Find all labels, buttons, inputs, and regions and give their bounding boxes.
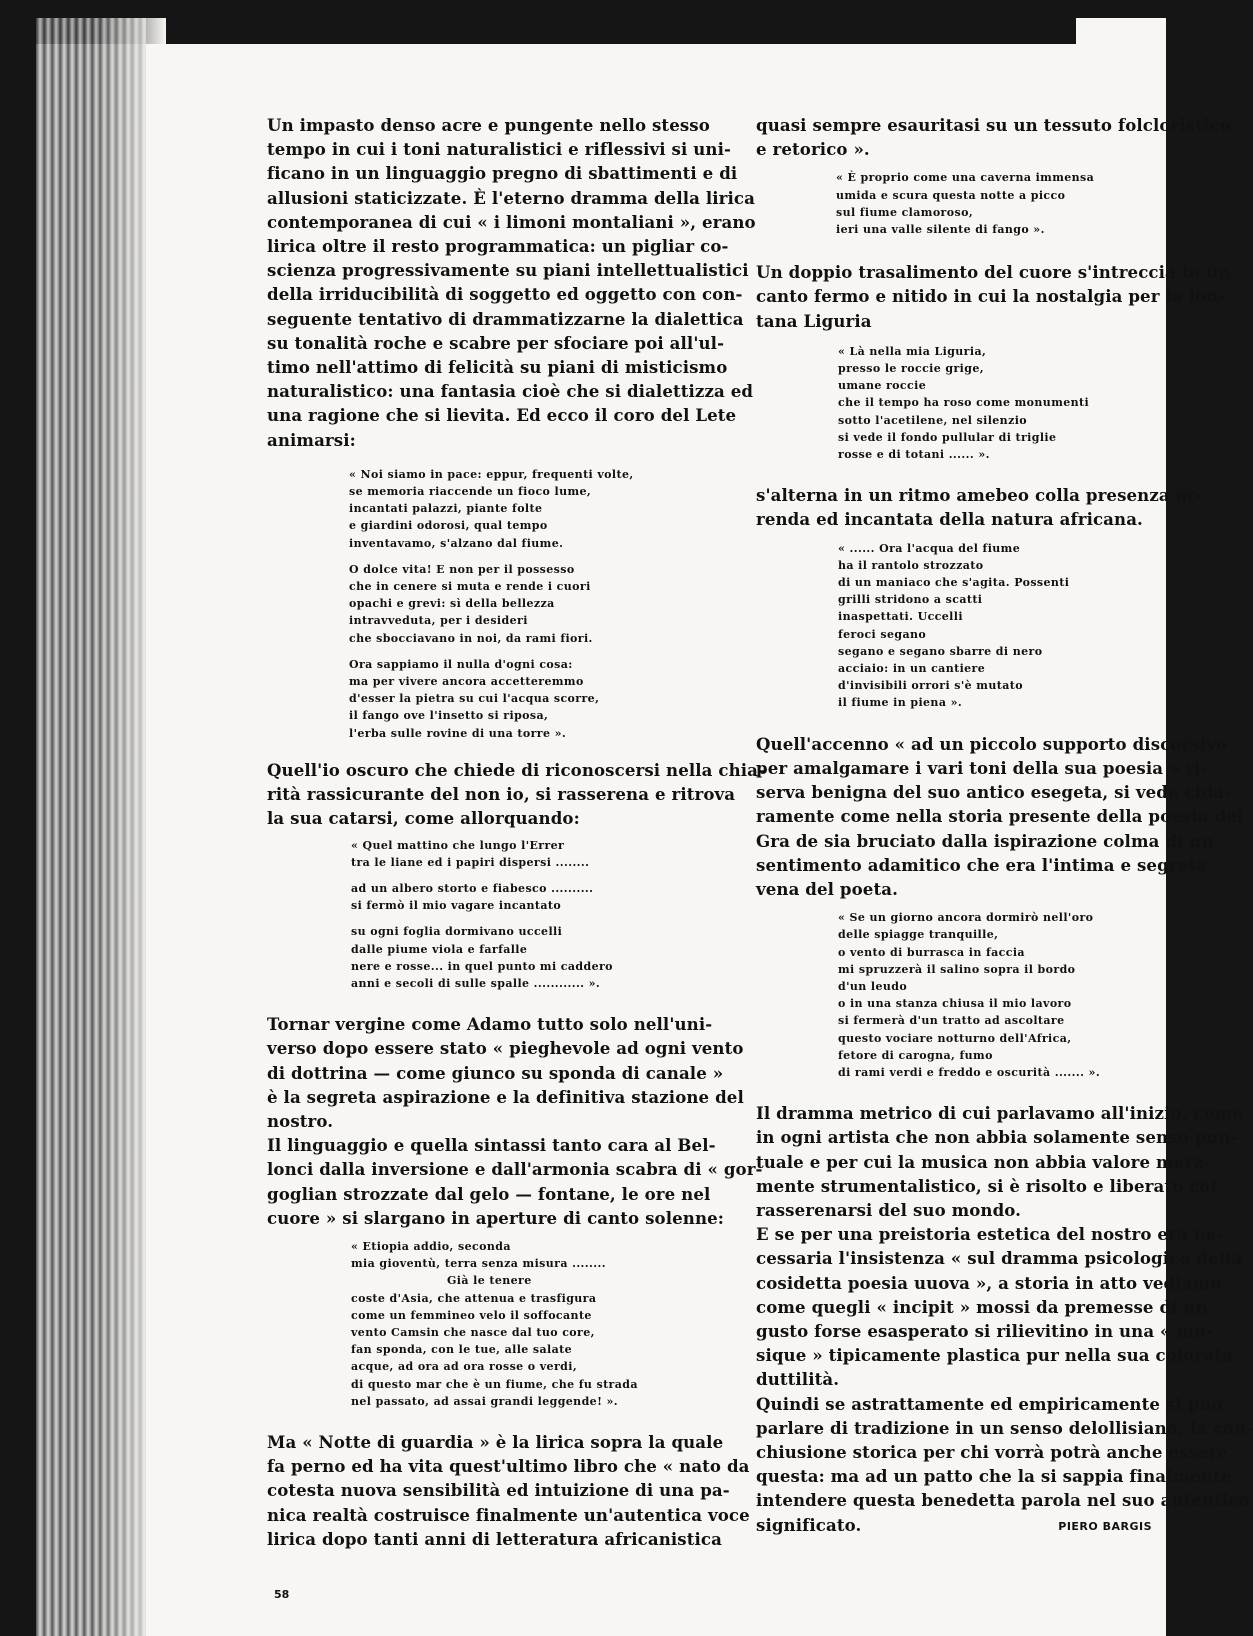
verse-line: acciaio: in un cantiere [838, 662, 986, 676]
text-line: gusto forse esasperato si rilievitino in una « mu- [756, 1320, 1214, 1341]
verse-line: si fermerà d'un tratto ad ascoltare [838, 1014, 1065, 1028]
verse-line: d'esser la pietra su cui l'acqua scorre, [349, 692, 600, 706]
text-line: renda ed incantata della natura africana. [756, 509, 1143, 530]
text-line: parlare di tradizione in un senso delollisiano, la con- [756, 1417, 1253, 1438]
text-line: Quell'io oscuro che chiede di riconoscersi nella chia- [267, 759, 766, 780]
text-line: rasserenarsi del suo mondo. [756, 1199, 1022, 1220]
verse-line: mi spruzzerà il salino sopra il bordo [838, 962, 1076, 976]
text-line: serva benigna del suo antico esegeta, si vede chia- [756, 782, 1232, 803]
verse-line: inventavamo, s'alzano dal fiume. [349, 536, 564, 550]
text-line: animarsi: [267, 429, 356, 450]
page-number: 58 [274, 1588, 290, 1601]
verse-line: che il tempo ha roso come monumenti [838, 396, 1090, 410]
verse-line: acque, ad ora ad ora rosse o verdi, [351, 1360, 578, 1374]
verse-line: fetore di carogna, fumo [838, 1048, 993, 1062]
text-line: Ma « Notte di guardia » è la lirica sopra la quale [267, 1431, 724, 1452]
verse-line: di rami verdi e freddo e oscurità ....... ». [838, 1065, 1101, 1079]
verse-line: coste d'Asia, che attenua e trasfigura [351, 1291, 597, 1305]
text-line: tuale e per cui la musica non abbia valore mera- [756, 1151, 1212, 1172]
stanza-gap [351, 914, 707, 923]
paragraph [756, 113, 1231, 161]
verse-line: o vento di burrasca in faccia [838, 945, 1025, 959]
verse-line: di questo mar che è un fiume, che fu strada [351, 1377, 638, 1391]
verse-line: rosse e di totani ...... ». [838, 448, 990, 462]
verse-line: come un femmineo velo il soffocante [351, 1308, 592, 1322]
verse-line: incantati palazzi, piante folte [349, 502, 543, 516]
poem-quote [756, 540, 1191, 712]
text-line: cotesta nuova sensibilità ed intuizione di una pa- [267, 1480, 730, 1501]
text-line: nostro. [267, 1110, 334, 1131]
verse-line: « Etiopia addio, seconda [351, 1239, 511, 1253]
verse-line: sotto l'acetilene, nel silenzio [838, 413, 1028, 427]
verse-line: ma per vivere ancora accetteremmo [349, 675, 584, 689]
text-line: ficano in un linguaggio pregno di sbattimenti e di [267, 163, 738, 184]
text-line: quasi sempre esauritasi su un tessuto folcloristico [756, 115, 1231, 135]
verse-line: su ogni foglia dormivano uccelli [351, 925, 563, 939]
verse-line: questo vociare notturno dell'Africa, [838, 1031, 1072, 1045]
text-line: goglian strozzate dal gelo — fontane, le ore nel [267, 1183, 711, 1204]
verse-line: d'invisibili orrori s'è mutato [838, 679, 1023, 693]
text-line: significato. [756, 1514, 862, 1535]
verse-line: Già le tenere [447, 1274, 532, 1288]
text-line: per amalgamare i vari toni della sua poesia » ri- [756, 757, 1208, 778]
verse-line: mia gioventù, terra senza misura ........ [351, 1257, 606, 1271]
stanza-gap [351, 871, 707, 880]
text-line: s'alterna in un ritmo amebeo colla presenza or- [756, 485, 1203, 506]
text-line: allusioni staticizzate. È l'eterno dramma della lirica [267, 187, 755, 208]
verse-line: delle spiagge tranquille, [838, 928, 999, 942]
verse-line: grilli stridono a scatti [838, 593, 983, 607]
text-line: e retorico ». [756, 139, 870, 160]
paragraph [267, 758, 766, 831]
right-column [756, 113, 1253, 1537]
text-line: Gra de sia bruciato dalla ispirazione colma di un [756, 830, 1214, 851]
text-line: sique » tipicamente plastica pur nella sua colorata [756, 1345, 1233, 1366]
text-line: di dottrina — come giunco su sponda di canale » [267, 1062, 724, 1083]
verse-line: tra le liane ed i papiri dispersi ........ [351, 855, 590, 869]
text-line: rità rassicurante del non io, si rasserena e ritrova [267, 784, 736, 805]
verse-line: « ...... Ora l'acqua del fiume [838, 541, 1021, 555]
paragraph [267, 1430, 750, 1551]
text-line: nica realtà costruisce finalmente un'autentica voce [267, 1504, 750, 1525]
verse-line: ad un albero storto e fiabesco .......... [351, 881, 594, 895]
poem-quote [756, 169, 1191, 238]
text-line: E se per una preistoria estetica del nostro era ne- [756, 1224, 1224, 1245]
verse-line: umane roccie [838, 379, 927, 393]
verse-line: Ora sappiamo il nulla d'ogni cosa: [349, 657, 573, 671]
verse-line: O dolce vita! E non per il possesso [349, 562, 575, 576]
text-line: tempo in cui i toni naturalistici e riflessivi si uni- [267, 139, 731, 160]
verse-line: se memoria riaccende un fioco lume, [349, 485, 592, 499]
verse-line: « Se un giorno ancora dormirò nell'oro [838, 911, 1094, 925]
verse-line: o in una stanza chiusa il mio lavoro [838, 997, 1072, 1011]
text-line: lonci dalla inversione e dall'armonia scabra di « gor- [267, 1159, 763, 1180]
paragraph [756, 483, 1203, 531]
verse-line: presso le roccie grige, [838, 362, 984, 376]
verse-line: « Là nella mia Liguria, [838, 344, 987, 358]
text-line: mente strumentalistico, si è risolto e liberato col [756, 1175, 1217, 1196]
scan-top-border [36, 18, 1076, 44]
text-line: canto fermo e nitido in cui la nostalgia per la lon- [756, 286, 1226, 307]
text-line: Quindi se astrattamente ed empiricamente si può [756, 1393, 1223, 1414]
verse-line: nere e rosse... in quel punto mi caddero [351, 959, 613, 973]
paragraph [267, 113, 756, 452]
verse-line: inaspettati. Uccelli [838, 610, 963, 624]
paragraph [756, 260, 1231, 333]
text-line: naturalistico: una fantasia cioè che si dialettizza ed [267, 381, 754, 402]
verse-line: il fango ove l'insetto si riposa, [349, 709, 549, 723]
text-line: vena del poeta. [756, 878, 898, 899]
poem-quote [267, 466, 707, 742]
verse-line: e giardini odorosi, qual tempo [349, 519, 548, 533]
text-line: tana Liguria [756, 310, 872, 331]
text-line: chiusione storica per chi vorrà potrà anche essere [756, 1441, 1229, 1462]
text-line: intendere questa benedetta parola nel suo autentico [756, 1490, 1250, 1511]
spine-shadow [96, 18, 166, 1636]
text-line: scienza progressivamente su piani intellettualistici [267, 260, 749, 281]
verse-line: ha il rantolo strozzato [838, 558, 984, 572]
text-line: seguente tentativo di drammatizzarne la dialettica [267, 308, 744, 329]
verse-line: fan sponda, con le tue, alle salate [351, 1343, 573, 1357]
text-line: verso dopo essere stato « pieghevole ad ogni vento [267, 1038, 744, 1059]
poem-quote [756, 343, 1191, 463]
verse-line: sul fiume clamoroso, [836, 205, 974, 219]
text-line: cosidetta poesia uuova », a storia in atto vediamo [756, 1272, 1222, 1293]
text-line: Un impasto denso acre e pungente nello stesso [267, 115, 710, 135]
text-line: fa perno ed ha vita quest'ultimo libro che « nato da [267, 1456, 750, 1477]
text-line: in ogni artista che non abbia solamente senso pun- [756, 1127, 1238, 1148]
text-line: lirica oltre il resto programmatica: un pigliar co- [267, 236, 729, 257]
text-line: Tornar vergine come Adamo tutto solo nell'uni- [267, 1014, 713, 1035]
verse-line: che in cenere si muta e rende i cuori [349, 580, 591, 594]
text-line: Il dramma metrico di cui parlavamo all'inizio, come [756, 1103, 1244, 1124]
verse-line: anni e secoli di sulle spalle ............ ». [351, 976, 601, 990]
text-line: ramente come nella storia presente della poesia del [756, 806, 1244, 827]
text-line: cuore » si slargano in aperture di canto solenne: [267, 1207, 724, 1228]
verse-line: umida e scura questa notte a picco [836, 188, 1066, 202]
verse-line: l'erba sulle rovine di una torre ». [349, 726, 567, 740]
text-line: timo nell'attimo di felicità su piani di misticismo [267, 357, 728, 378]
text-line: sentimento adamitico che era l'intima e segreta [756, 854, 1207, 875]
verse-line: « Quel mattino che lungo l'Errer [351, 838, 565, 852]
poem-quote [267, 1238, 707, 1410]
verse-line: feroci segano [838, 627, 927, 641]
verse-line: opachi e grevi: sì della bellezza [349, 597, 555, 611]
verse-line: « Noi siamo in pace: eppur, frequenti volte, [349, 467, 634, 481]
magazine-page [36, 18, 1253, 1636]
paragraph [267, 1012, 763, 1230]
text-line: Il linguaggio e quella sintassi tanto cara al Bel- [267, 1135, 716, 1156]
verse-line: dalle piume viola e farfalle [351, 942, 528, 956]
stanza-gap [349, 552, 707, 561]
verse-line: segano e segano sbarre di nero [838, 644, 1043, 658]
text-line: contemporanea di cui « i limoni montaliani », erano [267, 211, 756, 232]
text-line: cessaria l'insistenza « sul dramma psicologico della [756, 1248, 1243, 1269]
text-line: la sua catarsi, come allorquando: [267, 808, 580, 829]
text-line: duttilità. [756, 1369, 840, 1390]
verse-line: di un maniaco che s'agita. Possenti [838, 576, 1070, 590]
verse-line: si vede il fondo pullular di triglie [838, 430, 1057, 444]
text-line: Quell'accenno « ad un piccolo supporto discorsivo [756, 733, 1228, 754]
verse-line: intravveduta, per i desideri [349, 614, 528, 628]
text-line: su tonalità roche e scabre per sfociare poi all'ul- [267, 332, 725, 353]
verse-line: il fiume in piena ». [838, 696, 963, 710]
text-line: della irriducibilità di soggetto ed oggetto con con- [267, 284, 743, 305]
poem-quote [756, 909, 1191, 1081]
verse-line: ieri una valle silente di fango ». [836, 223, 1045, 237]
verse-line: d'un leudo [838, 979, 908, 993]
paragraph [756, 1101, 1253, 1537]
verse-line: nel passato, ad assai grandi leggende! ». [351, 1394, 619, 1408]
verse-line: si fermò il mio vagare incantato [351, 899, 562, 913]
stanza-gap [349, 647, 707, 656]
text-line: una ragione che si lievita. Ed ecco il coro del Lete [267, 405, 737, 426]
verse-line: che sbocciavano in noi, da rami fiori. [349, 631, 593, 645]
verse-line: vento Camsin che nasce dal tuo core, [351, 1325, 595, 1339]
text-line: questa: ma ad un patto che la si sappia finalmente [756, 1466, 1232, 1487]
text-line: lirica dopo tanti anni di letteratura africanistica [267, 1528, 722, 1549]
text-line: Un doppio trasalimento del cuore s'intreccia in un [756, 262, 1231, 283]
text-line: come quegli « incipit » mossi da premesse di un [756, 1296, 1208, 1317]
left-column [267, 113, 766, 1551]
poem-quote [267, 837, 707, 993]
paragraph [756, 732, 1244, 901]
text-line: è la segreta aspirazione e la definitiva stazione del [267, 1086, 744, 1107]
verse-line: « È proprio come una caverna immensa [836, 171, 1095, 185]
author-signature: PIERO BARGIS [1058, 1520, 1152, 1533]
